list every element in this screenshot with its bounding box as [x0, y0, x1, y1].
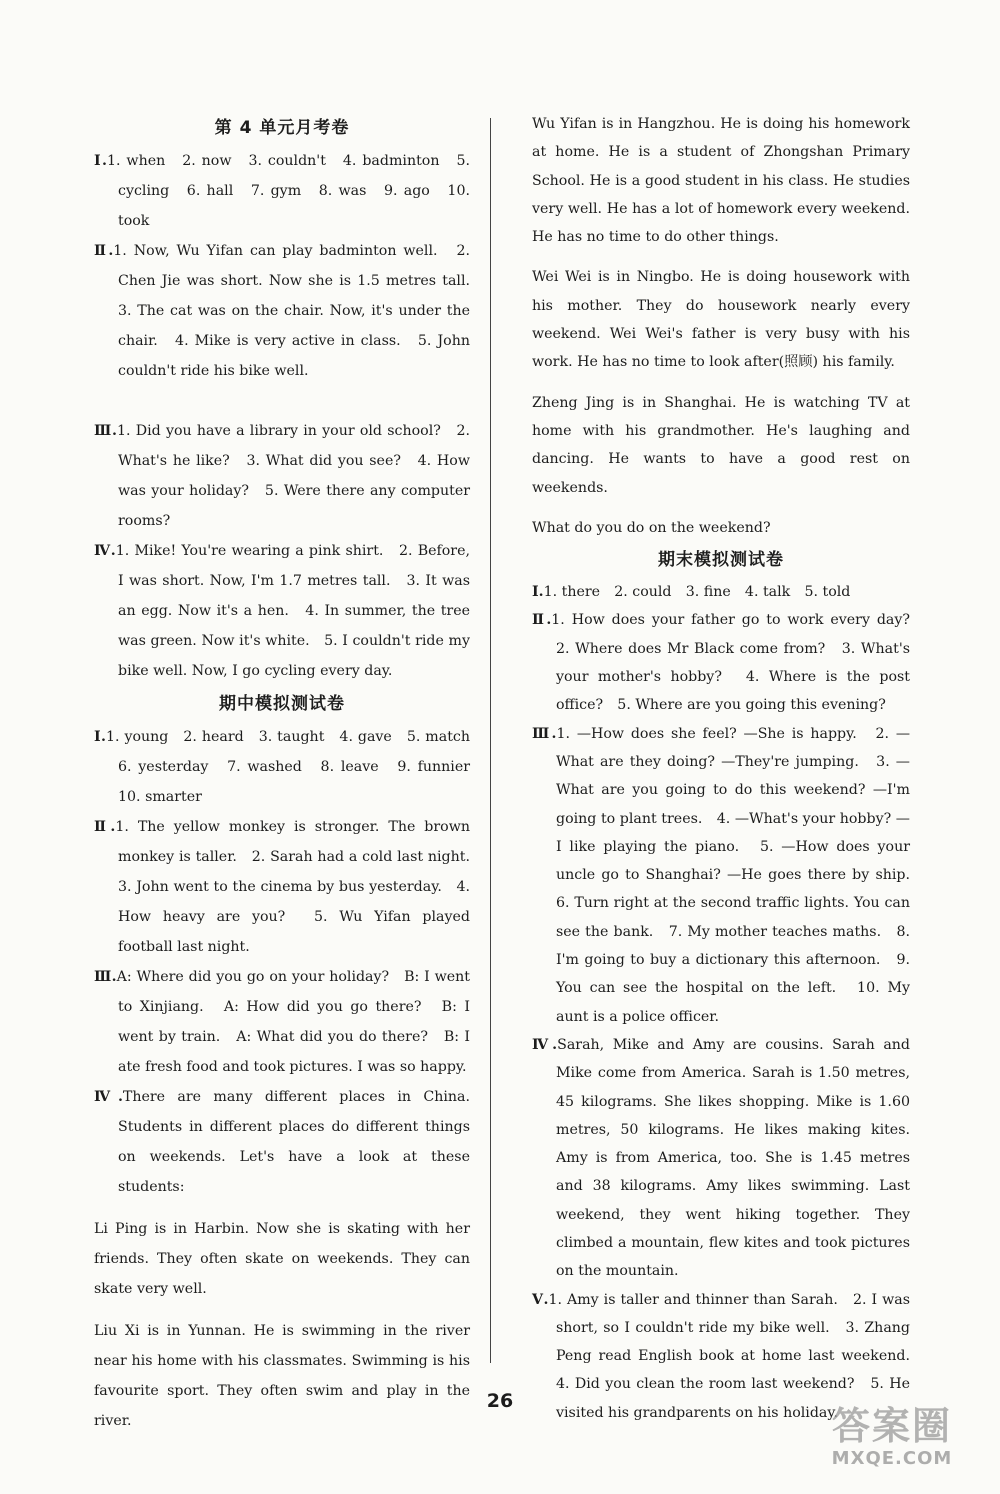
watermark-en: MXQE.COM — [831, 1448, 953, 1469]
passage-paragraph: Wu Yifan is in Hangzhou. He is doing his homework at home. He is a student of Zhongshan Primary School. He is a good student in his class. He studies very well. He has a lot of homework every weekend. He has no time to do other things. — [532, 116, 910, 246]
unit4-part-2 — [94, 236, 485, 386]
answer-text: 1. there 2. could 3. fine 4. talk 5. told — [543, 584, 851, 601]
watermark-cn: 答案圈 — [831, 1404, 952, 1448]
midterm-part-2 — [94, 812, 485, 962]
watermark-logo — [812, 1404, 972, 1474]
left-column — [94, 110, 485, 1436]
passage-question: What do you do on the weekend? — [532, 519, 771, 536]
right-column — [532, 110, 925, 1427]
final-part-1 — [532, 578, 910, 606]
final-part-3 — [532, 720, 925, 1031]
midterm-part-3 — [94, 962, 470, 1082]
answer-text: There are many different places in China. Students in different places do different things on weekends. Let's have a look at these students: — [118, 1089, 470, 1195]
roman-numeral: Ⅰ. — [94, 153, 107, 169]
passage-paragraph: Wei Wei is in Ningbo. He is doing housework with his mother. They do housework nearly every weekend. Wei Wei's father is very busy with his work. He has no time to look after(照顾) his family. — [532, 269, 910, 371]
roman-numeral: Ⅳ. — [532, 1036, 558, 1053]
page-number: 26 — [486, 1390, 514, 1412]
answer-text: 1. Amy is taller and thinner than Sarah. 2. I was short, so I couldn't ride my bike well. 3. Zhang Peng read English book at home last weekend. 4. Did you clean the room last weekend? 5. He visited his grandparents on his holiday. — [548, 1291, 925, 1421]
roman-numeral: Ⅱ. — [94, 819, 116, 835]
passage-paragraph: Liu Xi is in Yunnan. He is swimming in the river near his home with his classmates. Swimming is his favourite sport. They often swim and play in the river. — [94, 1323, 470, 1429]
section-title-final: 期末模拟测试卷 — [658, 550, 784, 571]
roman-numeral: Ⅲ. — [532, 725, 557, 742]
answer-text: 1. —How does she feel? —She is happy. 2. —What are they doing? —They're jumping. 3. —What are you going to do this weekend? —I'm going to plant trees. 4. —What's your hobby? —I like playing the piano. 5. —How does your uncle go to Shanghai? —He goes there by ship. 6. Turn right at the second traffic lights. You can see the bank. 7. My mother teaches maths. 8. I'm going to buy a dictionary this afternoon. 9. You can see the hospital on the left. 10. My aunt is a police officer. — [556, 725, 925, 1025]
roman-numeral: Ⅰ. — [532, 584, 544, 601]
answer-text: 1. How does your father go to work every day? 2. Where does Mr Black come from? 3. What's your mother's hobby? 4. Where is the post office? 5. Where are you going this evening? — [551, 612, 925, 714]
unit4-part-3 — [94, 416, 470, 536]
section-title-unit4: 第 4 单元月考卷 — [214, 118, 350, 138]
roman-numeral: Ⅴ. — [532, 1291, 549, 1308]
roman-numeral: Ⅰ. — [94, 729, 106, 745]
final-part-2 — [532, 606, 925, 719]
roman-numeral: Ⅱ. — [94, 243, 114, 259]
answer-text: 1. The yellow monkey is stronger. The brown monkey is taller. 2. Sarah had a cold last night. 3. John went to the cinema by bus yesterday. 4. How heavy are you? 5. Wu Yifan played football last night. — [115, 819, 485, 955]
spacer — [94, 386, 470, 416]
answer-text: 1. Now, Wu Yifan can play badminton well. 2. Chen Jie was short. Now she is 1.5 metres tall. 3. The cat was on the chair. Now, it's under the chair. 4. Mike is very active in class. 5. John couldn't ride his bike well. — [113, 243, 485, 379]
unit4-part-4 — [94, 536, 470, 686]
roman-numeral: Ⅲ. — [94, 423, 117, 439]
answer-text: Sarah, Mike and Amy are cousins. Sarah and Mike come from America. Sarah is 1.50 metres, 45 kilograms. She likes shopping. Mike is 1.60 metres, 50 kilograms. He likes making kites. Amy is from America, too. She is 1.45 metres and 38 kilograms. Amy likes swimming. Last weekend, they went hiking together. They climbed a mountain, flew kites and took pictures on the mountain. — [556, 1036, 910, 1280]
section-title-midterm: 期中模拟测试卷 — [219, 694, 345, 714]
roman-numeral: Ⅳ. — [94, 543, 116, 559]
roman-numeral: Ⅲ. — [94, 969, 117, 985]
final-part-4 — [532, 1031, 910, 1286]
midterm-part-4 — [94, 1082, 470, 1202]
passage-paragraph: Zheng Jing is in Shanghai. He is watching TV at home with his grandmother. He's laughing and dancing. He wants to have a good rest on weekends. — [532, 394, 910, 496]
answer-text: A: Where did you go on your holiday? B: I went to Xinjiang. A: How did you go there? B: I went by train. A: What did you do there? B: I ate fresh food and took pictures. I was so happy. — [116, 969, 471, 1075]
answer-text: 1. young 2. heard 3. taught 4. gave 5. match 6. yesterday 7. washed 8. leave 9. funnier 10. smarter — [106, 729, 485, 805]
roman-numeral: Ⅱ. — [532, 612, 552, 629]
midterm-part-1 — [94, 722, 485, 812]
unit4-part-1 — [94, 146, 470, 236]
answer-text: 1. Did you have a library in your old school? 2. What's he like? 3. What did you see? 4. How was your holiday? 5. Were there any computer rooms? — [116, 423, 471, 529]
column-divider — [490, 118, 491, 1363]
passage-paragraph: Li Ping is in Harbin. Now she is skating with her friends. They often skate on weekends. They can skate very well. — [94, 1221, 470, 1297]
roman-numeral: Ⅳ. — [94, 1089, 123, 1105]
answer-text: 1. Mike! You're wearing a pink shirt. 2. Before, I was short. Now, I'm 1.7 metres tall. 3. It was an egg. Now it's a hen. 4. In summer, the tree was green. Now it's white. 5. I couldn't ride my bike well. Now, I go cycling every day. — [115, 543, 470, 679]
answer-text: 1. when 2. now 3. couldn't 4. badminton 5. cycling 6. hall 7. gym 8. was 9. ago 10. took — [106, 153, 470, 229]
